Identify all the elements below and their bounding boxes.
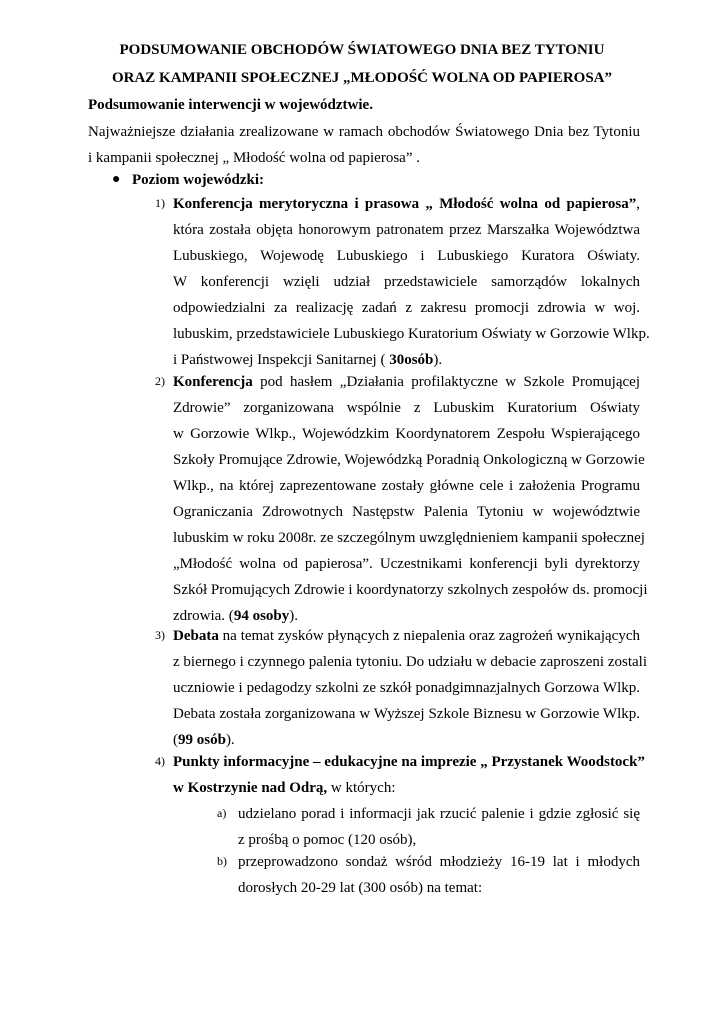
- text-line: lubuskim w roku 2008r. ze szczególnym uwzględnieniem kampanii społecznej: [173, 530, 645, 546]
- text-fragment: zdrowia. (: [173, 608, 234, 624]
- item-lead: Punkty informacyjne – edukacyjne na imprezie „ Przystanek Woodstock”: [173, 754, 645, 770]
- list-number: 4): [155, 754, 165, 768]
- text-line: Zdrowie” zorganizowana wspólnie z Lubuskim Kuratorium Oświaty: [173, 400, 640, 416]
- text-line: uczniowie i pedagodzy szkolni ze szkół ponadgimnazjalnych Gorzowa Wlkp.: [173, 680, 640, 696]
- participant-count: 94 osoby: [233, 608, 290, 624]
- text-line: [173, 194, 640, 220]
- list-number: 3): [155, 628, 165, 642]
- text-line: [173, 372, 640, 398]
- intro-line: i kampanii społecznej „ Młodość wolna od papierosa” .: [88, 150, 420, 166]
- participant-count: 30osób: [389, 352, 434, 368]
- text-fragment: (: [173, 732, 178, 748]
- list-item-text: [173, 752, 645, 804]
- text-line: [173, 752, 645, 778]
- title-line-2: ORAZ KAMPANII SPOŁECZNEJ „MŁODOŚĆ WOLNA OD PAPIEROSA”: [111, 70, 613, 86]
- item-lead: Konferencja merytoryczna i prasowa „ Młodość wolna od papierosa”: [173, 196, 637, 212]
- list-item-text: [173, 372, 648, 632]
- text-line: „Młodość wolna od papierosa”. Uczestnikami konferencji byli dyrektorzy: [173, 556, 640, 572]
- text-line: lubuskim, przedstawiciele Lubuskiego Kuratorium Oświaty w Gorzowie Wlkp.: [173, 326, 650, 342]
- text-line: z prośbą o pomoc (120 osób),: [238, 832, 417, 848]
- text-line: przeprowadzono sondaż wśród młodzieży 16-19 lat i młodych: [238, 854, 640, 870]
- sub-list-item-text: [238, 852, 640, 904]
- text-fragment: i Państwowej Inspekcji Sanitarnej (: [173, 352, 390, 368]
- item-lead: Debata: [173, 628, 219, 644]
- intro-paragraph: [88, 119, 640, 171]
- list-item-text: [173, 626, 647, 756]
- text-fragment: ).: [225, 732, 235, 748]
- section-subtitle: Podsumowanie interwencji w województwie.: [88, 97, 373, 113]
- text-fragment: na temat zysków płynących z niepalenia oraz zagrożeń wynikających: [218, 628, 640, 644]
- bullet-dot-icon: ●: [112, 172, 121, 187]
- text-line: odpowiedzialni za realizację zadań z zakresu promocji zdrowia w woj.: [173, 300, 640, 316]
- text-fragment: ).: [289, 608, 298, 624]
- text-line: która została objęta honorowym patronatem przez Marszałka Województwa: [173, 222, 640, 238]
- text-line: z biernego i czynnego palenia tytoniu. Do udziału w debacie zaproszeni zostali: [173, 654, 647, 670]
- title-line-1: PODSUMOWANIE OBCHODÓW ŚWIATOWEGO DNIA BEZ TYTONIU: [119, 42, 605, 58]
- sub-list-item-text: [238, 804, 640, 856]
- text-fragment: pod hasłem „Działania profilaktyczne w Szkole Promującej: [252, 374, 640, 390]
- text-fragment: ,: [636, 196, 640, 212]
- item-lead: w Kostrzynie nad Odrą,: [173, 780, 328, 796]
- participant-count: 99 osób: [178, 732, 226, 748]
- text-line: dorosłych 20-29 lat (300 osób) na temat:: [238, 880, 483, 896]
- text-line: w Gorzowie Wlkp., Wojewódzkim Koordynatorem Zespołu Wspierającego: [173, 426, 640, 442]
- item-lead: Konferencja: [173, 374, 253, 390]
- text-line: [173, 778, 640, 804]
- text-line: Szkoły Promujące Zdrowie, Wojewódzką Poradnią Onkologiczną w Gorzowie: [173, 452, 645, 468]
- text-line: Debata została zorganizowana w Wyższej Szkole Biznesu w Gorzowie Wlkp.: [173, 706, 640, 722]
- list-item-text: [173, 194, 650, 376]
- list-number: 2): [155, 374, 165, 388]
- text-line: Ograniczania Zdrowotnych Następstw Palenia Tytoniu w województwie: [173, 504, 640, 520]
- sub-list-letter: a): [217, 806, 227, 820]
- text-line: Lubuskiego, Wojewodę Lubuskiego i Lubuskiego Kuratora Oświaty.: [173, 248, 640, 264]
- text-line: udzielano porad i informacji jak rzucić palenie i gdzie zgłosić się: [238, 806, 640, 822]
- bullet-label: Poziom wojewódzki:: [132, 172, 265, 188]
- intro-line: Najważniejsze działania zrealizowane w ramach obchodów Światowego Dnia bez Tytoniu: [88, 124, 640, 140]
- text-line: W konferencji wzięli udział przedstawiciele samorządów lokalnych: [173, 274, 640, 290]
- text-line: [173, 626, 640, 652]
- text-line: Wlkp., na której zaprezentowane zostały główne cele i założenia Programu: [173, 478, 640, 494]
- sub-list-letter: b): [217, 854, 227, 868]
- list-number: 1): [155, 196, 165, 210]
- text-fragment: ).: [433, 352, 443, 368]
- text-fragment: w których:: [327, 780, 396, 796]
- text-line: Szkół Promujących Zdrowie i koordynatorzy szkolnych zespołów ds. promocji: [173, 582, 648, 598]
